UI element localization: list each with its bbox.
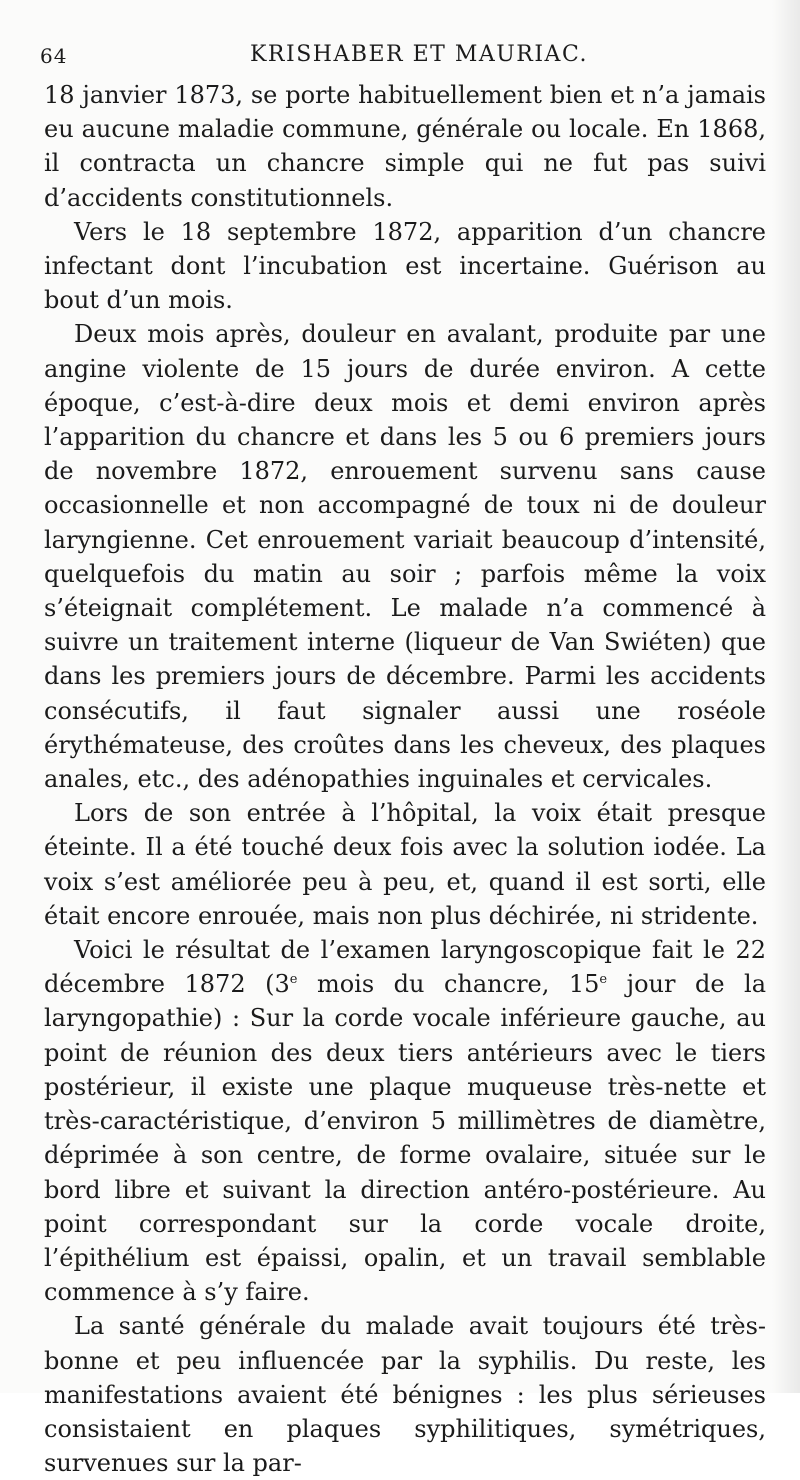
paragraph: 18 janvier 1873, se porte habituellement bien et n’a jamais eu aucune maladie commune, générale ou locale. En 1868, il contracta un chancre simple qui ne fut pas suivi d’accidents constitutionnels.: [44, 81, 766, 212]
paragraph-text: Voici le résultat de l’examen laryngoscopique fait le 22 décembre 1872 (3: [44, 936, 766, 999]
paragraph: Deux mois après, douleur en avalant, produite par une angine violente de 15 jours de durée environ. A cette époque, c’est-à-dire deux mois et demi environ après l’apparition du chancre et dans les 5 ou 6 premiers jours de novembre 1872, enrouement survenu sans cause occasionnelle et non accompagné de toux ni de douleur laryngienne. Cet enrouement variait beaucoup d’intensité, quelquefois du matin au soir ; parfois même la voix s’éteignait complétement. Le malade n’a commencé à suivre un traitement interne (liqueur de Van Swiéten) que dans les premiers jours de décembre. Parmi les accidents consécutifs, il faut signaler aussi une roséole érythémateuse, des croûtes dans les cheveux, des plaques anales, etc., des adénopathies inguinales et cervicales.: [44, 320, 766, 794]
superscript: e: [289, 972, 298, 988]
paragraph-text: jour de la laryngopathie) : Sur la corde vocale inférieure gauche, au point de réunion des deux tiers antérieurs avec le tiers postérieur, il existe une plaque muqueuse très-nette et très-caractéristique, d’environ 5 millimètres de diamètre, déprimée à son centre, de forme ovalaire, située sur le bord libre et suivant la direction antéro-postérieure. Au point correspondant sur la corde vocale droite, l’épithélium est épaissi, opalin, et un travail semblable commence à s’y faire.: [44, 970, 767, 1307]
paragraph: Lors de son entrée à l’hôpital, la voix était presque éteinte. Il a été touché deux fois avec la solution iodée. La voix s’est améliorée peu à peu, et, quand il est sorti, elle était encore enrouée, mais non plus déchirée, ni stridente.: [44, 799, 766, 930]
superscript: e: [599, 972, 608, 988]
body-text: [44, 78, 766, 1480]
paragraph: La santé générale du malade avait toujours été très-bonne et peu influencée par la syphilis. Du reste, les manifestations avaient été bénignes : les plus sérieuses consistaient en plaques syphilitiques, symétriques, survenues sur la par-: [44, 1312, 766, 1478]
running-head: KRISHABER ET MAURIAC.: [250, 42, 588, 67]
paragraph: Vers le 18 septembre 1872, apparition d’un chancre infectant dont l’incubation est incertaine. Guérison au bout d’un mois.: [44, 217, 766, 315]
page-edge-shadow: [772, 0, 800, 1393]
paragraph: [44, 933, 766, 1309]
page-number: 64: [40, 44, 68, 68]
page-header: [40, 38, 760, 72]
paragraph-text: mois du chancre, 15: [297, 970, 600, 999]
